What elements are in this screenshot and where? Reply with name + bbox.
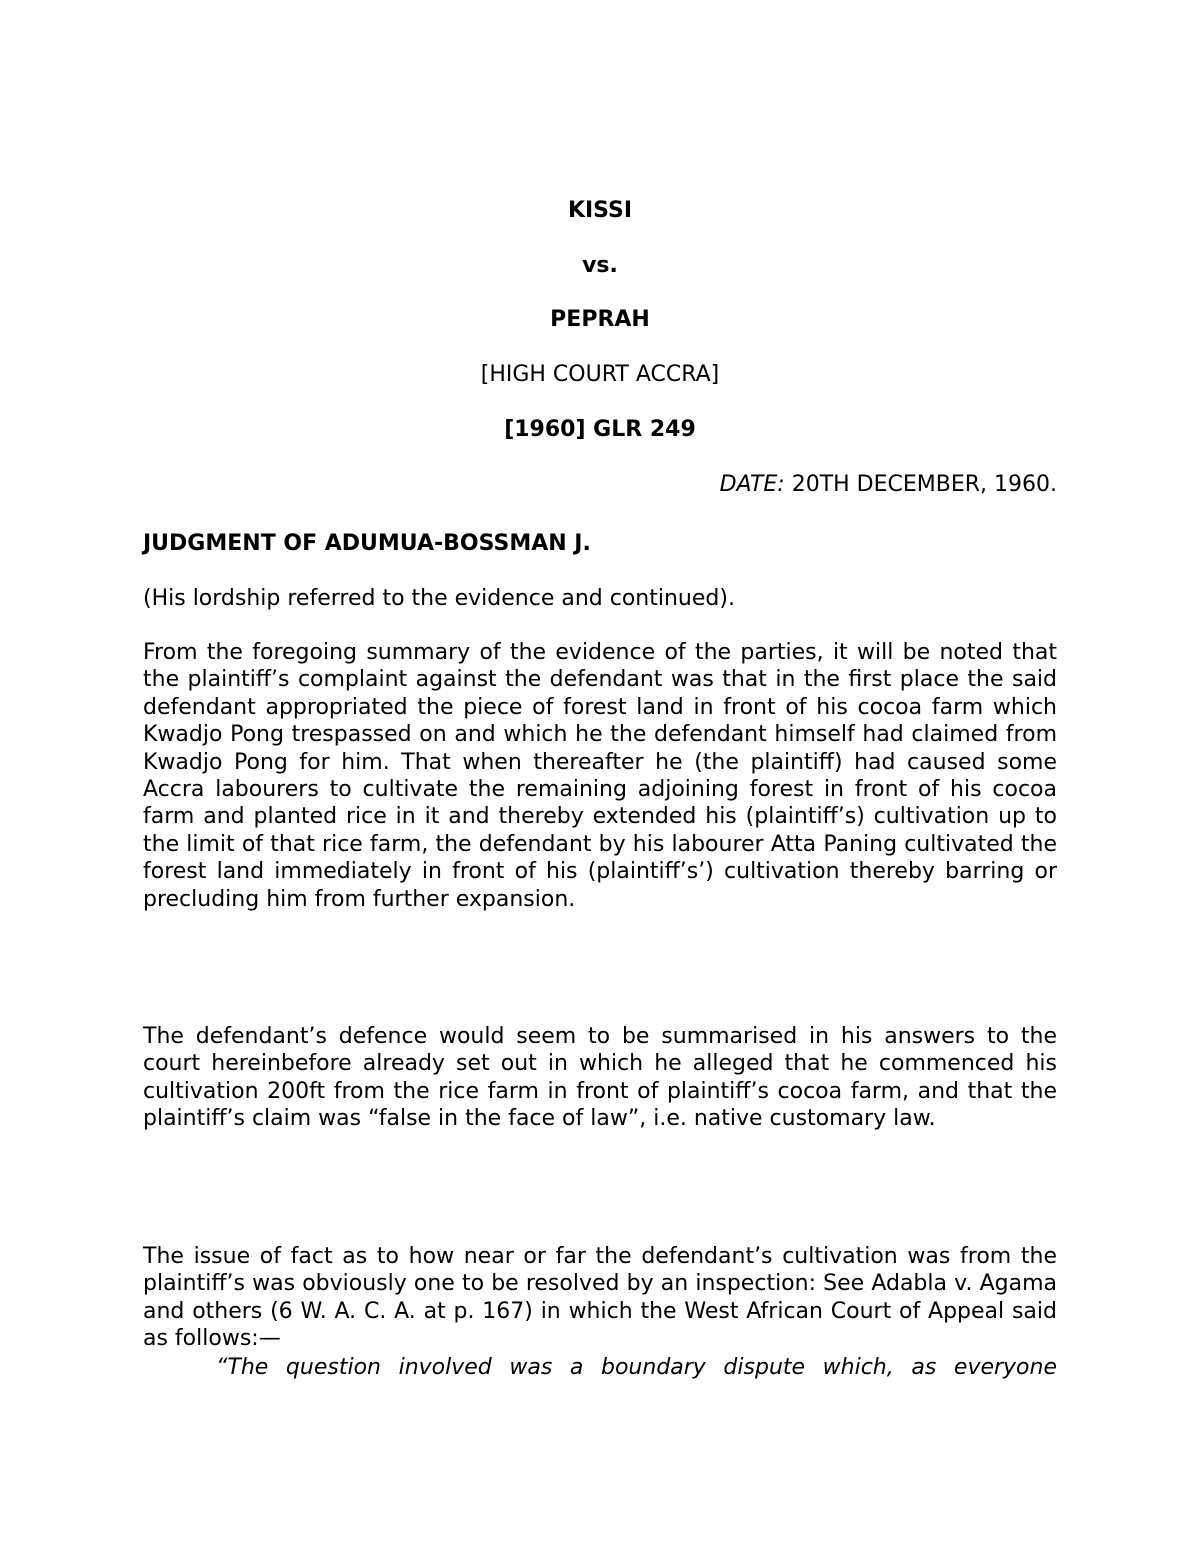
date-value: 20TH DECEMBER, 1960.: [784, 472, 1057, 497]
judgment-date: [143, 471, 1057, 499]
intro-text: (His lordship referred to the evidence and continued).: [143, 586, 735, 611]
judgment-heading: JUDGMENT OF ADUMUA-BOSSMAN J.: [143, 531, 591, 556]
paragraph-3: The issue of fact as to how near or far the defendant’s cultivation was from the plaintiff’s was obviously one to be resolved by an inspection: See Adabla v. Agama and others (6 W. A. C. A. at p. 167) in which the West African Court of Appeal said as follows:—: [143, 1244, 1057, 1352]
paragraph-2: The defendant’s defence would seem to be summarised in his answers to the court hereinbefore already set out in which he alleged that he commenced his cultivation 200ft from the rice farm in front of plaintiff’s cocoa farm, and that the plaintiff’s claim was “false in the face of law”, i.e. native customary law.: [143, 1024, 1057, 1132]
versus-label: vs.: [582, 253, 618, 278]
defendant-name: PEPRAH: [550, 307, 650, 332]
date-label: DATE:: [719, 472, 785, 497]
plaintiff-name: KISSI: [567, 198, 633, 223]
case-citation: [1960] GLR 249: [504, 417, 696, 442]
paragraph-1: From the foregoing summary of the evidence of the parties, it will be noted that the plaintiff’s complaint against the defendant was that in the first place the said defendant appropriated the piece of forest land in front of his cocoa farm which Kwadjo Pong trespassed on and which he the defendant himself had claimed from Kwadjo Pong for him. That when thereafter he (the plaintiff) had caused some Accra labourers to cultivate the remaining adjoining forest in front of his cocoa farm and planted rice in it and thereby extended his (plaintiff’s) cultivation up to the limit of that rice farm, the defendant by his labourer Atta Paning cultivated the forest land immediately in front of his (plaintiff’s’) cultivation thereby barring or precluding him from further expansion.: [143, 640, 1057, 912]
document-page: [143, 0, 1057, 1553]
court-name: [HIGH COURT ACCRA]: [480, 362, 720, 387]
quoted-passage: “The question involved was a boundary dispute which, as everyone: [216, 1355, 1057, 1380]
